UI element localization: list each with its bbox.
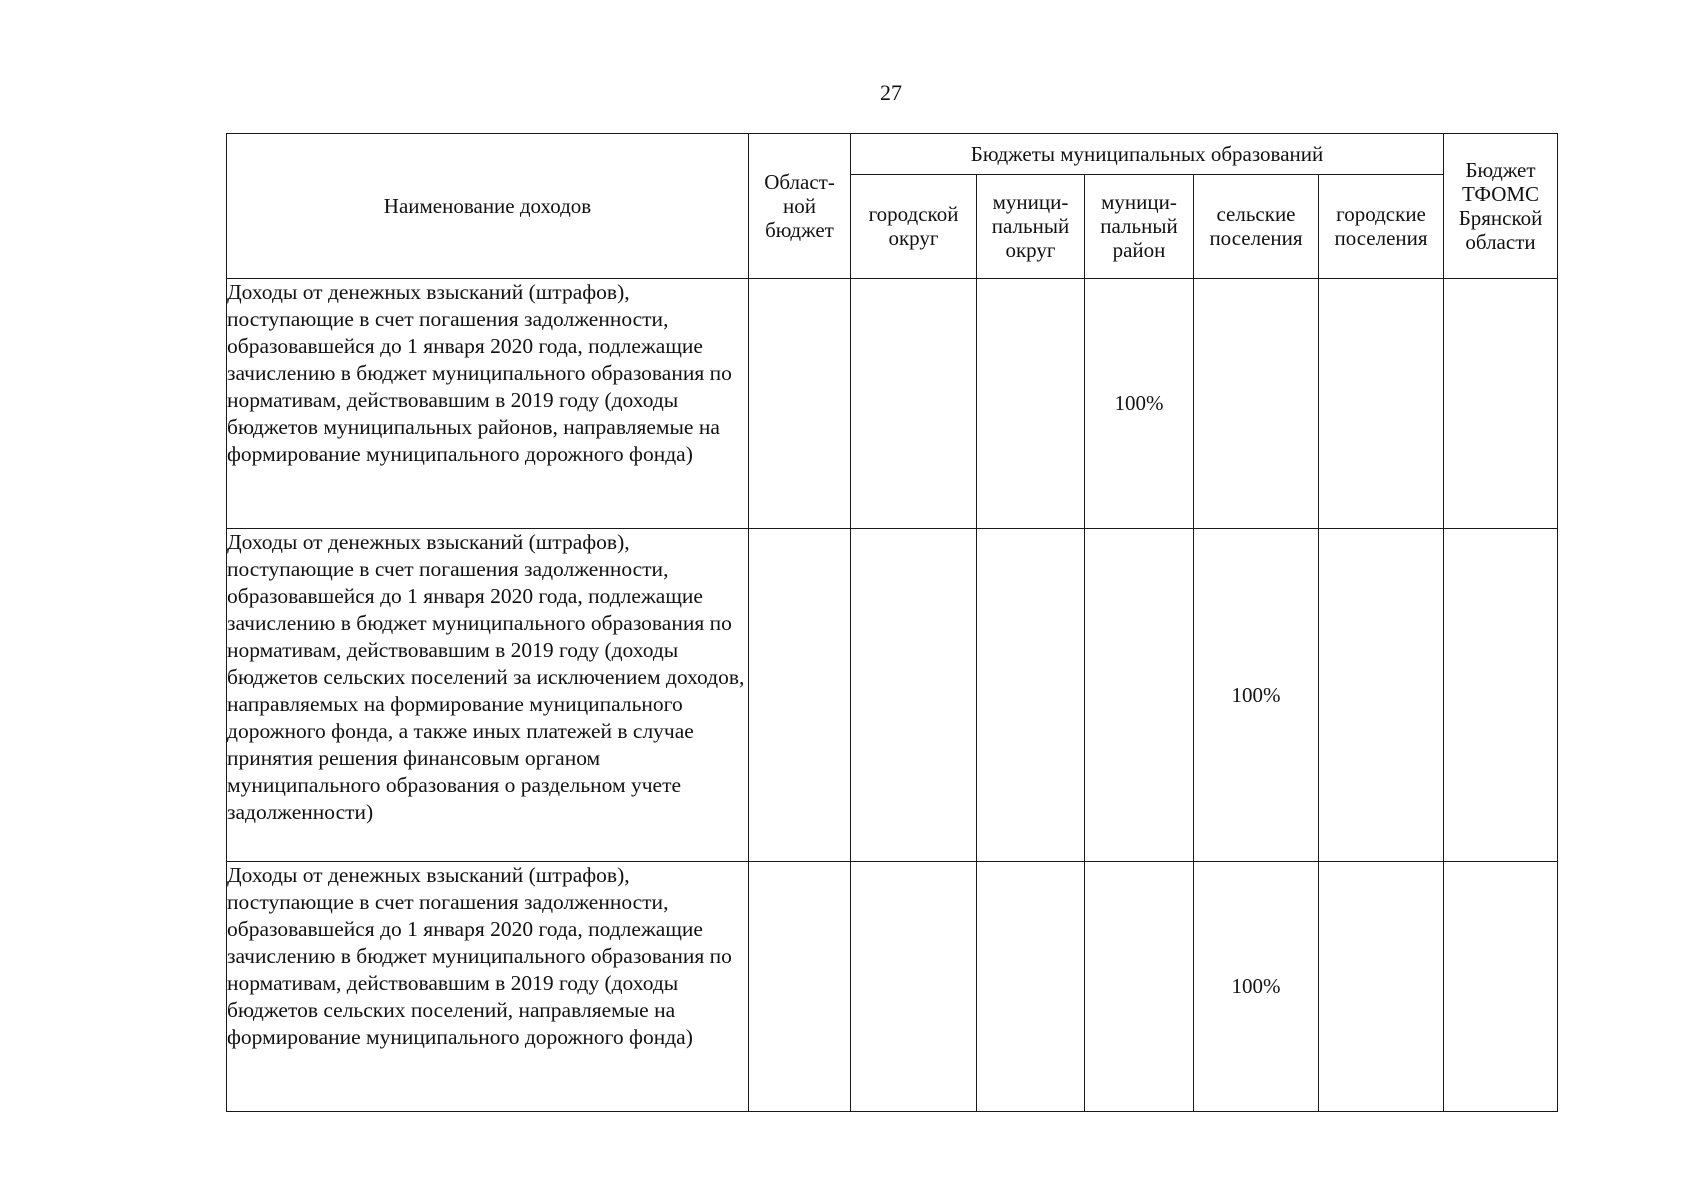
- value-tfoms: [1444, 862, 1558, 1112]
- value-municipal-raion: [1085, 862, 1194, 1112]
- value-urban-settlements: [1319, 862, 1444, 1112]
- value-municipal-raion: 100%: [1085, 279, 1194, 529]
- header-municipal-raion: муници- пальный район: [1085, 174, 1194, 278]
- header-rural-settlements: сельские поселения: [1194, 174, 1319, 278]
- row-name: Доходы от денежных взысканий (штрафов), поступающие в счет погашения задолженности, образовавшейся до 1 января 2020 года, подлежащие зачислению в бюджет муниципального образования по нормативам, действовавшим в 2019 году (доходы бюджетов сельских поселений, направляемые на формирование муниципального дорожного фонда): [227, 862, 749, 1112]
- value-tfoms: [1444, 279, 1558, 529]
- value-regional-budget: [749, 279, 851, 529]
- table-row: [227, 279, 1558, 529]
- revenue-distribution-table: [226, 133, 1558, 1112]
- header-tfoms: Бюджет ТФОМС Брянской области: [1444, 134, 1558, 279]
- value-city-district: [851, 529, 977, 862]
- value-regional-budget: [749, 862, 851, 1112]
- value-city-district: [851, 862, 977, 1112]
- header-row-top: [227, 134, 1558, 175]
- value-rural-settlements: 100%: [1194, 862, 1319, 1112]
- value-tfoms: [1444, 529, 1558, 862]
- value-municipal-okrug: [977, 279, 1085, 529]
- header-regional-budget: Област- ной бюджет: [749, 134, 851, 279]
- value-urban-settlements: [1319, 529, 1444, 862]
- value-regional-budget: [749, 529, 851, 862]
- value-municipal-raion: [1085, 529, 1194, 862]
- value-rural-settlements: [1194, 279, 1319, 529]
- header-municipal-group: Бюджеты муниципальных образований: [851, 134, 1444, 175]
- value-city-district: [851, 279, 977, 529]
- header-city-district: городской округ: [851, 174, 977, 278]
- row-name: Доходы от денежных взысканий (штрафов), поступающие в счет погашения задолженности, образовавшейся до 1 января 2020 года, подлежащие зачислению в бюджет муниципального образования по нормативам, действовавшим в 2019 году (доходы бюджетов сельских поселений за исключением доходов, направляемых на формирование муниципального дорожного фонда, а также иных платежей в случае принятия решения финансовым органом муниципального образования о раздельном учете задолженности): [227, 529, 749, 862]
- value-municipal-okrug: [977, 862, 1085, 1112]
- row-name: Доходы от денежных взысканий (штрафов), поступающие в счет погашения задолженности, образовавшейся до 1 января 2020 года, подлежащие зачислению в бюджет муниципального образования по нормативам, действовавшим в 2019 году (доходы бюджетов муниципальных районов, направляемые на формирование муниципального дорожного фонда): [227, 279, 749, 529]
- value-urban-settlements: [1319, 279, 1444, 529]
- value-municipal-okrug: [977, 529, 1085, 862]
- value-rural-settlements: 100%: [1194, 529, 1319, 862]
- header-municipal-okrug: муници- пальный округ: [977, 174, 1085, 278]
- table-row: [227, 529, 1558, 862]
- header-urban-settlements: городские поселения: [1319, 174, 1444, 278]
- page-number: 27: [880, 80, 902, 105]
- header-name: Наименование доходов: [227, 134, 749, 279]
- table-row: [227, 862, 1558, 1112]
